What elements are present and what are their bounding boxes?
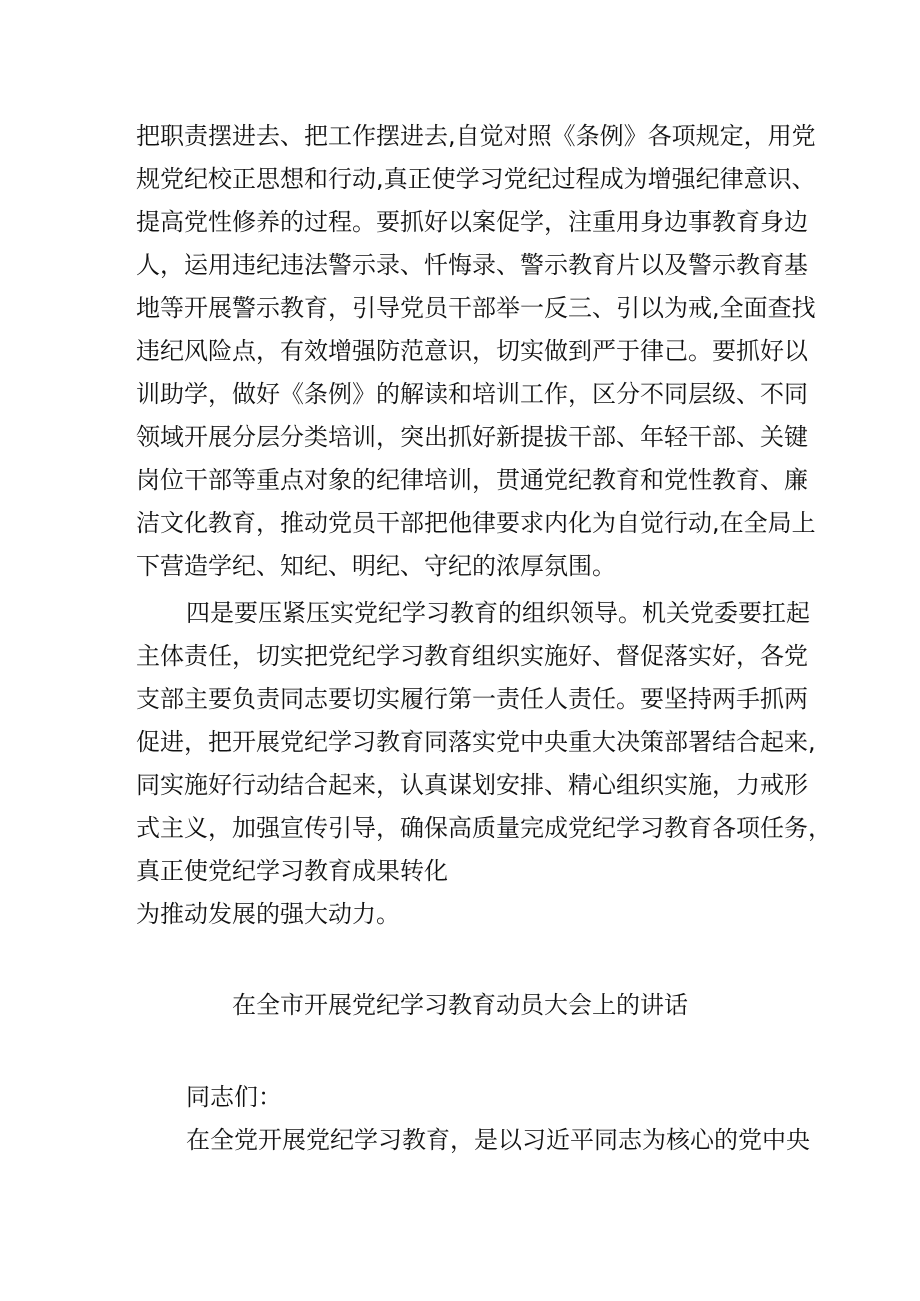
paragraph-line: 洁文化教育，推动党员干部把他律要求内化为自觉行动,在全局上 [136, 509, 816, 537]
paragraph-line: 岗位干部等重点对象的纪律培训，贯通党纪教育和党性教育、廉 [136, 466, 808, 494]
paragraph-line: 为推动发展的强大动力。 [136, 900, 400, 928]
paragraph-line: 四是要压紧压实党纪学习教育的组织领导。机关党委要扛起 [186, 599, 810, 627]
paragraph-line: 式主义，加强宣传引导，确保高质量完成党纪学习教育各项任务， [136, 814, 832, 842]
paragraph-line: 下营造学纪、知纪、明纪、守纪的浓厚氛围。 [136, 552, 616, 580]
paragraph-line: 地等开展警示教育，引导党员干部举一反三、引以为戒,全面查找 [136, 294, 816, 322]
paragraph-line: 真正使党纪学习教育成果转化 [136, 857, 448, 885]
paragraph-line: 规党纪校正思想和行动,真正使学习党纪过程成为增强纪律意识、 [136, 165, 816, 193]
paragraph-line: 人，运用违纪违法警示录、忏悔录、警示教育片以及警示教育基 [136, 251, 808, 279]
paragraph-line: 把职责摆进去、把工作摆进去,自觉对照《条例》各项规定，用党 [136, 122, 816, 150]
paragraph-line: 提高党性修养的过程。要抓好以案促学，注重用身边事教育身边 [136, 208, 808, 236]
speech-first-line: 在全党开展党纪学习教育，是以习近平同志为核心的党中央 [186, 1126, 810, 1154]
paragraph-line: 支部主要负责同志要切实履行第一责任人责任。要坚持两手抓两 [136, 685, 808, 713]
paragraph-line: 违纪风险点，有效增强防范意识，切实做到严于律己。要抓好以 [136, 337, 808, 365]
speech-title: 在全市开展党纪学习教育动员大会上的讲话 [232, 991, 688, 1019]
paragraph-line: 领域开展分层分类培训，突出抓好新提拔干部、年轻干部、关键 [136, 423, 808, 451]
paragraph-line: 主体责任，切实把党纪学习教育组织实施好、督促落实好，各党 [136, 642, 808, 670]
salutation: 同志们： [186, 1083, 282, 1111]
paragraph-line: 促进，把开展党纪学习教育同落实党中央重大决策部署结合起来, [136, 728, 816, 756]
paragraph-line: 训助学，做好《条例》的解读和培训工作，区分不同层级、不同 [136, 380, 808, 408]
paragraph-line: 同实施好行动结合起来，认真谋划安排、精心组织实施，力戒形 [136, 771, 808, 799]
